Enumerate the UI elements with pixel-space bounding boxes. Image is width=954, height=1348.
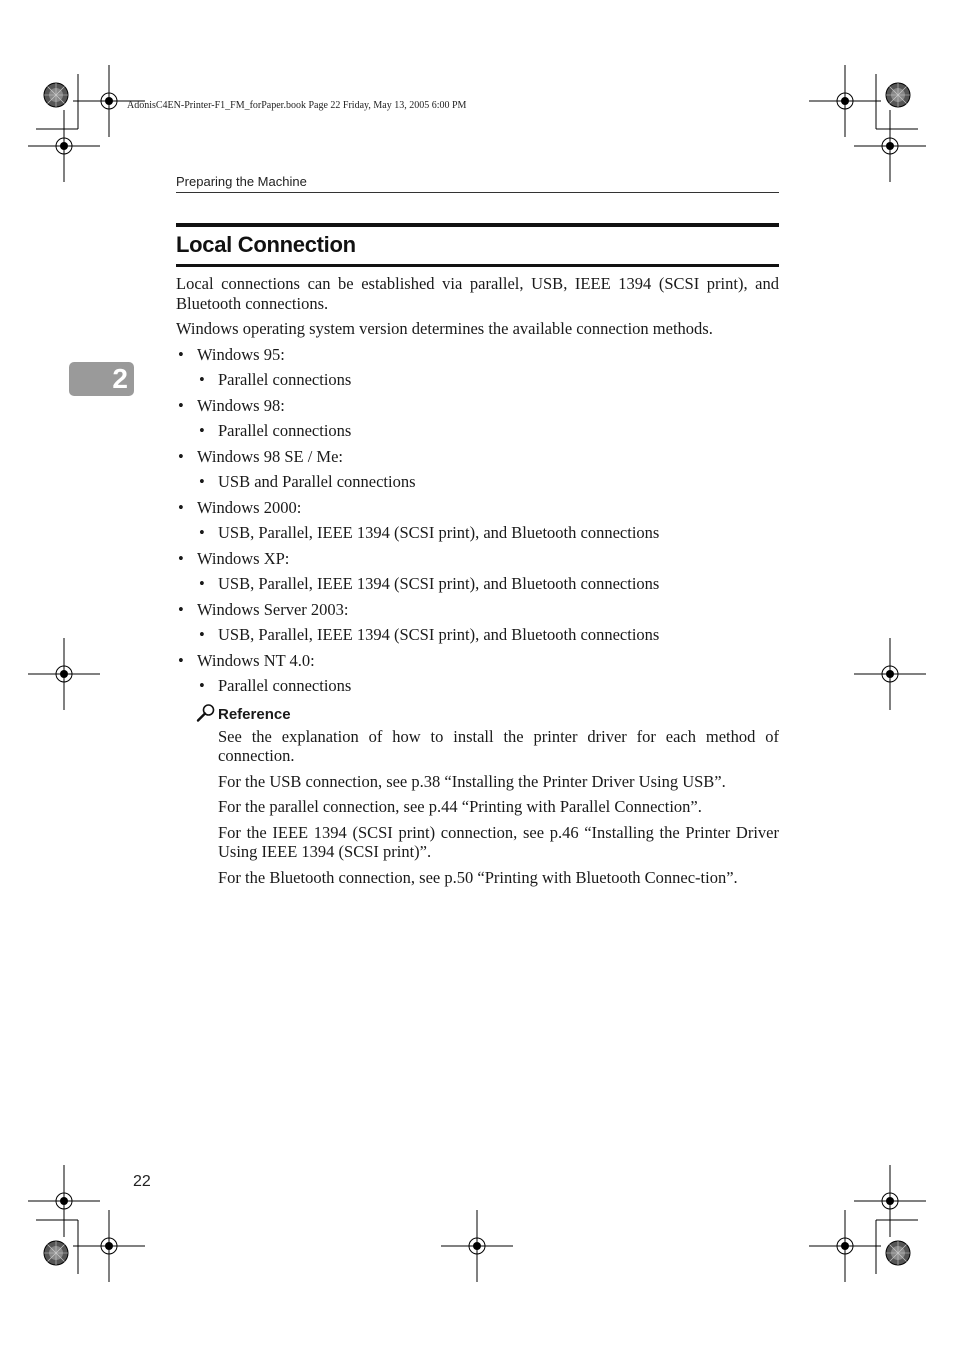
os-item: • Windows 98 SE / Me: <box>176 447 779 467</box>
os-methods: • Parallel connections <box>176 370 779 390</box>
os-methods: • USB, Parallel, IEEE 1394 (SCSI print), and Bluetooth connections <box>176 523 779 543</box>
os-item: • Windows NT 4.0: <box>176 651 779 671</box>
page-number: 22 <box>133 1173 151 1190</box>
os-item: • Windows Server 2003: <box>176 600 779 620</box>
reference-title: Reference <box>218 705 291 723</box>
os-item: • Windows XP: <box>176 549 779 569</box>
os-methods: • Parallel connections <box>176 421 779 441</box>
os-methods: • USB, Parallel, IEEE 1394 (SCSI print), and Bluetooth connections <box>176 625 779 645</box>
intro-paragraph: Windows operating system version determines the available connection methods. <box>176 319 713 338</box>
magnifier-icon <box>196 703 216 723</box>
reference-text: For the parallel connection, see p.44 “Printing with Parallel Connection”. <box>218 797 702 816</box>
os-methods: • USB, Parallel, IEEE 1394 (SCSI print), and Bluetooth connections <box>176 574 779 594</box>
reference-text: See the explanation of how to install the printer driver for each method of connection. <box>218 726 779 765</box>
reference-text: For the USB connection, see p.38 “Installing the Printer Driver Using USB”. <box>218 771 726 791</box>
os-item: • Windows 2000: <box>176 498 779 518</box>
os-item: • Windows 98: <box>176 396 779 416</box>
file-info-line: AdonisC4EN-Printer-F1_FM_forPaper.book Page 22 Friday, May 13, 2005 6:00 PM <box>127 100 467 111</box>
reference-text: For the Bluetooth connection, see p.50 “Printing with Bluetooth Connec-tion”. <box>218 867 738 887</box>
header-rule <box>176 192 779 193</box>
title-rule-bottom <box>176 264 779 267</box>
chapter-number: 2 <box>112 363 128 394</box>
os-methods: • USB and Parallel connections <box>176 472 779 492</box>
title-rule-top <box>176 223 779 227</box>
chapter-tab <box>69 362 134 396</box>
os-methods: • Parallel connections <box>176 676 779 696</box>
reference-block <box>218 705 779 888</box>
reference-heading <box>218 705 779 724</box>
running-header: Preparing the Machine <box>176 174 307 189</box>
main-content <box>176 274 779 887</box>
os-item: • Windows 95: <box>176 345 779 365</box>
section-title: Local Connection <box>176 232 356 257</box>
intro-paragraph: Local connections can be established via parallel, USB, IEEE 1394 (SCSI print), and Bluetooth connections. <box>176 274 779 313</box>
reference-text: For the IEEE 1394 (SCSI print) connection, see p.46 “Installing the Printer Driver Using IEEE 1394 (SCSI print)”. <box>218 822 779 861</box>
